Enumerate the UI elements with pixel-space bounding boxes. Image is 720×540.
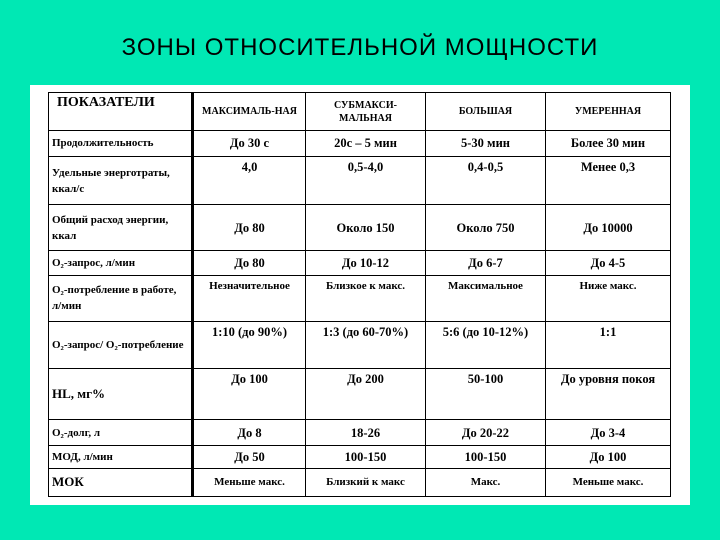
table-row	[49, 468, 671, 496]
row-label: O₂-потребление в работе, л/мин	[49, 275, 193, 321]
cell-value: До 8	[193, 420, 306, 446]
header-large: БОЛЬШАЯ	[426, 93, 546, 131]
cell-value: До 10-12	[306, 250, 426, 275]
cell-value: 100-150	[426, 446, 546, 469]
cell-value: Макс.	[426, 468, 546, 496]
cell-value: Около 150	[306, 205, 426, 250]
row-label: Общий расход энергии, ккал	[49, 205, 193, 250]
cell-value: До 100	[193, 368, 306, 420]
cell-value: 1:3 (до 60-70%)	[306, 322, 426, 368]
cell-value: 18-26	[306, 420, 426, 446]
cell-value: До уровня покоя	[546, 368, 671, 420]
cell-value: До 200	[306, 368, 426, 420]
cell-value: 100-150	[306, 446, 426, 469]
table-panel	[30, 85, 690, 505]
row-label: O₂-долг, л	[49, 420, 193, 446]
power-zones-table	[48, 92, 671, 497]
row-label: O₂-запрос/ O₂-потребление	[49, 322, 193, 368]
cell-value: До 10000	[546, 205, 671, 250]
cell-value: 50-100	[426, 368, 546, 420]
header-moderate: УМЕРЕННАЯ	[546, 93, 671, 131]
slide-title: ЗОНЫ ОТНОСИТЕЛЬНОЙ МОЩНОСТИ	[121, 34, 599, 61]
row-label: МОК	[49, 468, 193, 496]
cell-value: Меньше макс.	[193, 468, 306, 496]
cell-value: Около 750	[426, 205, 546, 250]
cell-value: Меньше макс.	[546, 468, 671, 496]
row-label: HL, мг%	[49, 368, 193, 420]
table-row	[49, 368, 671, 420]
row-label: Удельные энерготраты, ккал/с	[49, 156, 193, 205]
cell-value: До 20-22	[426, 420, 546, 446]
cell-value: Незначительное	[193, 275, 306, 321]
table-row	[49, 322, 671, 368]
cell-value: Близкое к макс.	[306, 275, 426, 321]
cell-value: До 80	[193, 250, 306, 275]
header-indicators: ПОКАЗАТЕЛИ	[49, 93, 193, 131]
table-row	[49, 250, 671, 275]
table-row	[49, 446, 671, 469]
table-row	[49, 131, 671, 157]
table-row	[49, 275, 671, 321]
cell-value: Близкий к макс	[306, 468, 426, 496]
cell-value: Максимальное	[426, 275, 546, 321]
row-label: Продолжительность	[49, 131, 193, 157]
cell-value: 1:1	[546, 322, 671, 368]
cell-value: До 50	[193, 446, 306, 469]
table-row	[49, 156, 671, 205]
cell-value: Менее 0,3	[546, 156, 671, 205]
cell-value: 0,4-0,5	[426, 156, 546, 205]
header-submaximal: СУБМАКСИ-МАЛЬНАЯ	[306, 93, 426, 131]
cell-value: До 80	[193, 205, 306, 250]
cell-value: До 6-7	[426, 250, 546, 275]
cell-value: До 30 с	[193, 131, 306, 157]
row-label: МОД, л/мин	[49, 446, 193, 469]
cell-value: Более 30 мин	[546, 131, 671, 157]
table-row	[49, 205, 671, 250]
cell-value: 20с – 5 мин	[306, 131, 426, 157]
row-label: O₂-запрос, л/мин	[49, 250, 193, 275]
cell-value: 4,0	[193, 156, 306, 205]
table-row	[49, 420, 671, 446]
cell-value: 5-30 мин	[426, 131, 546, 157]
header-maximal: МАКСИМАЛЬ-НАЯ	[193, 93, 306, 131]
cell-value: До 4-5	[546, 250, 671, 275]
cell-value: 0,5-4,0	[306, 156, 426, 205]
header-row	[49, 93, 671, 131]
cell-value: 1:10 (до 90%)	[193, 322, 306, 368]
cell-value: 5:6 (до 10-12%)	[426, 322, 546, 368]
cell-value: До 3-4	[546, 420, 671, 446]
cell-value: До 100	[546, 446, 671, 469]
cell-value: Ниже макс.	[546, 275, 671, 321]
